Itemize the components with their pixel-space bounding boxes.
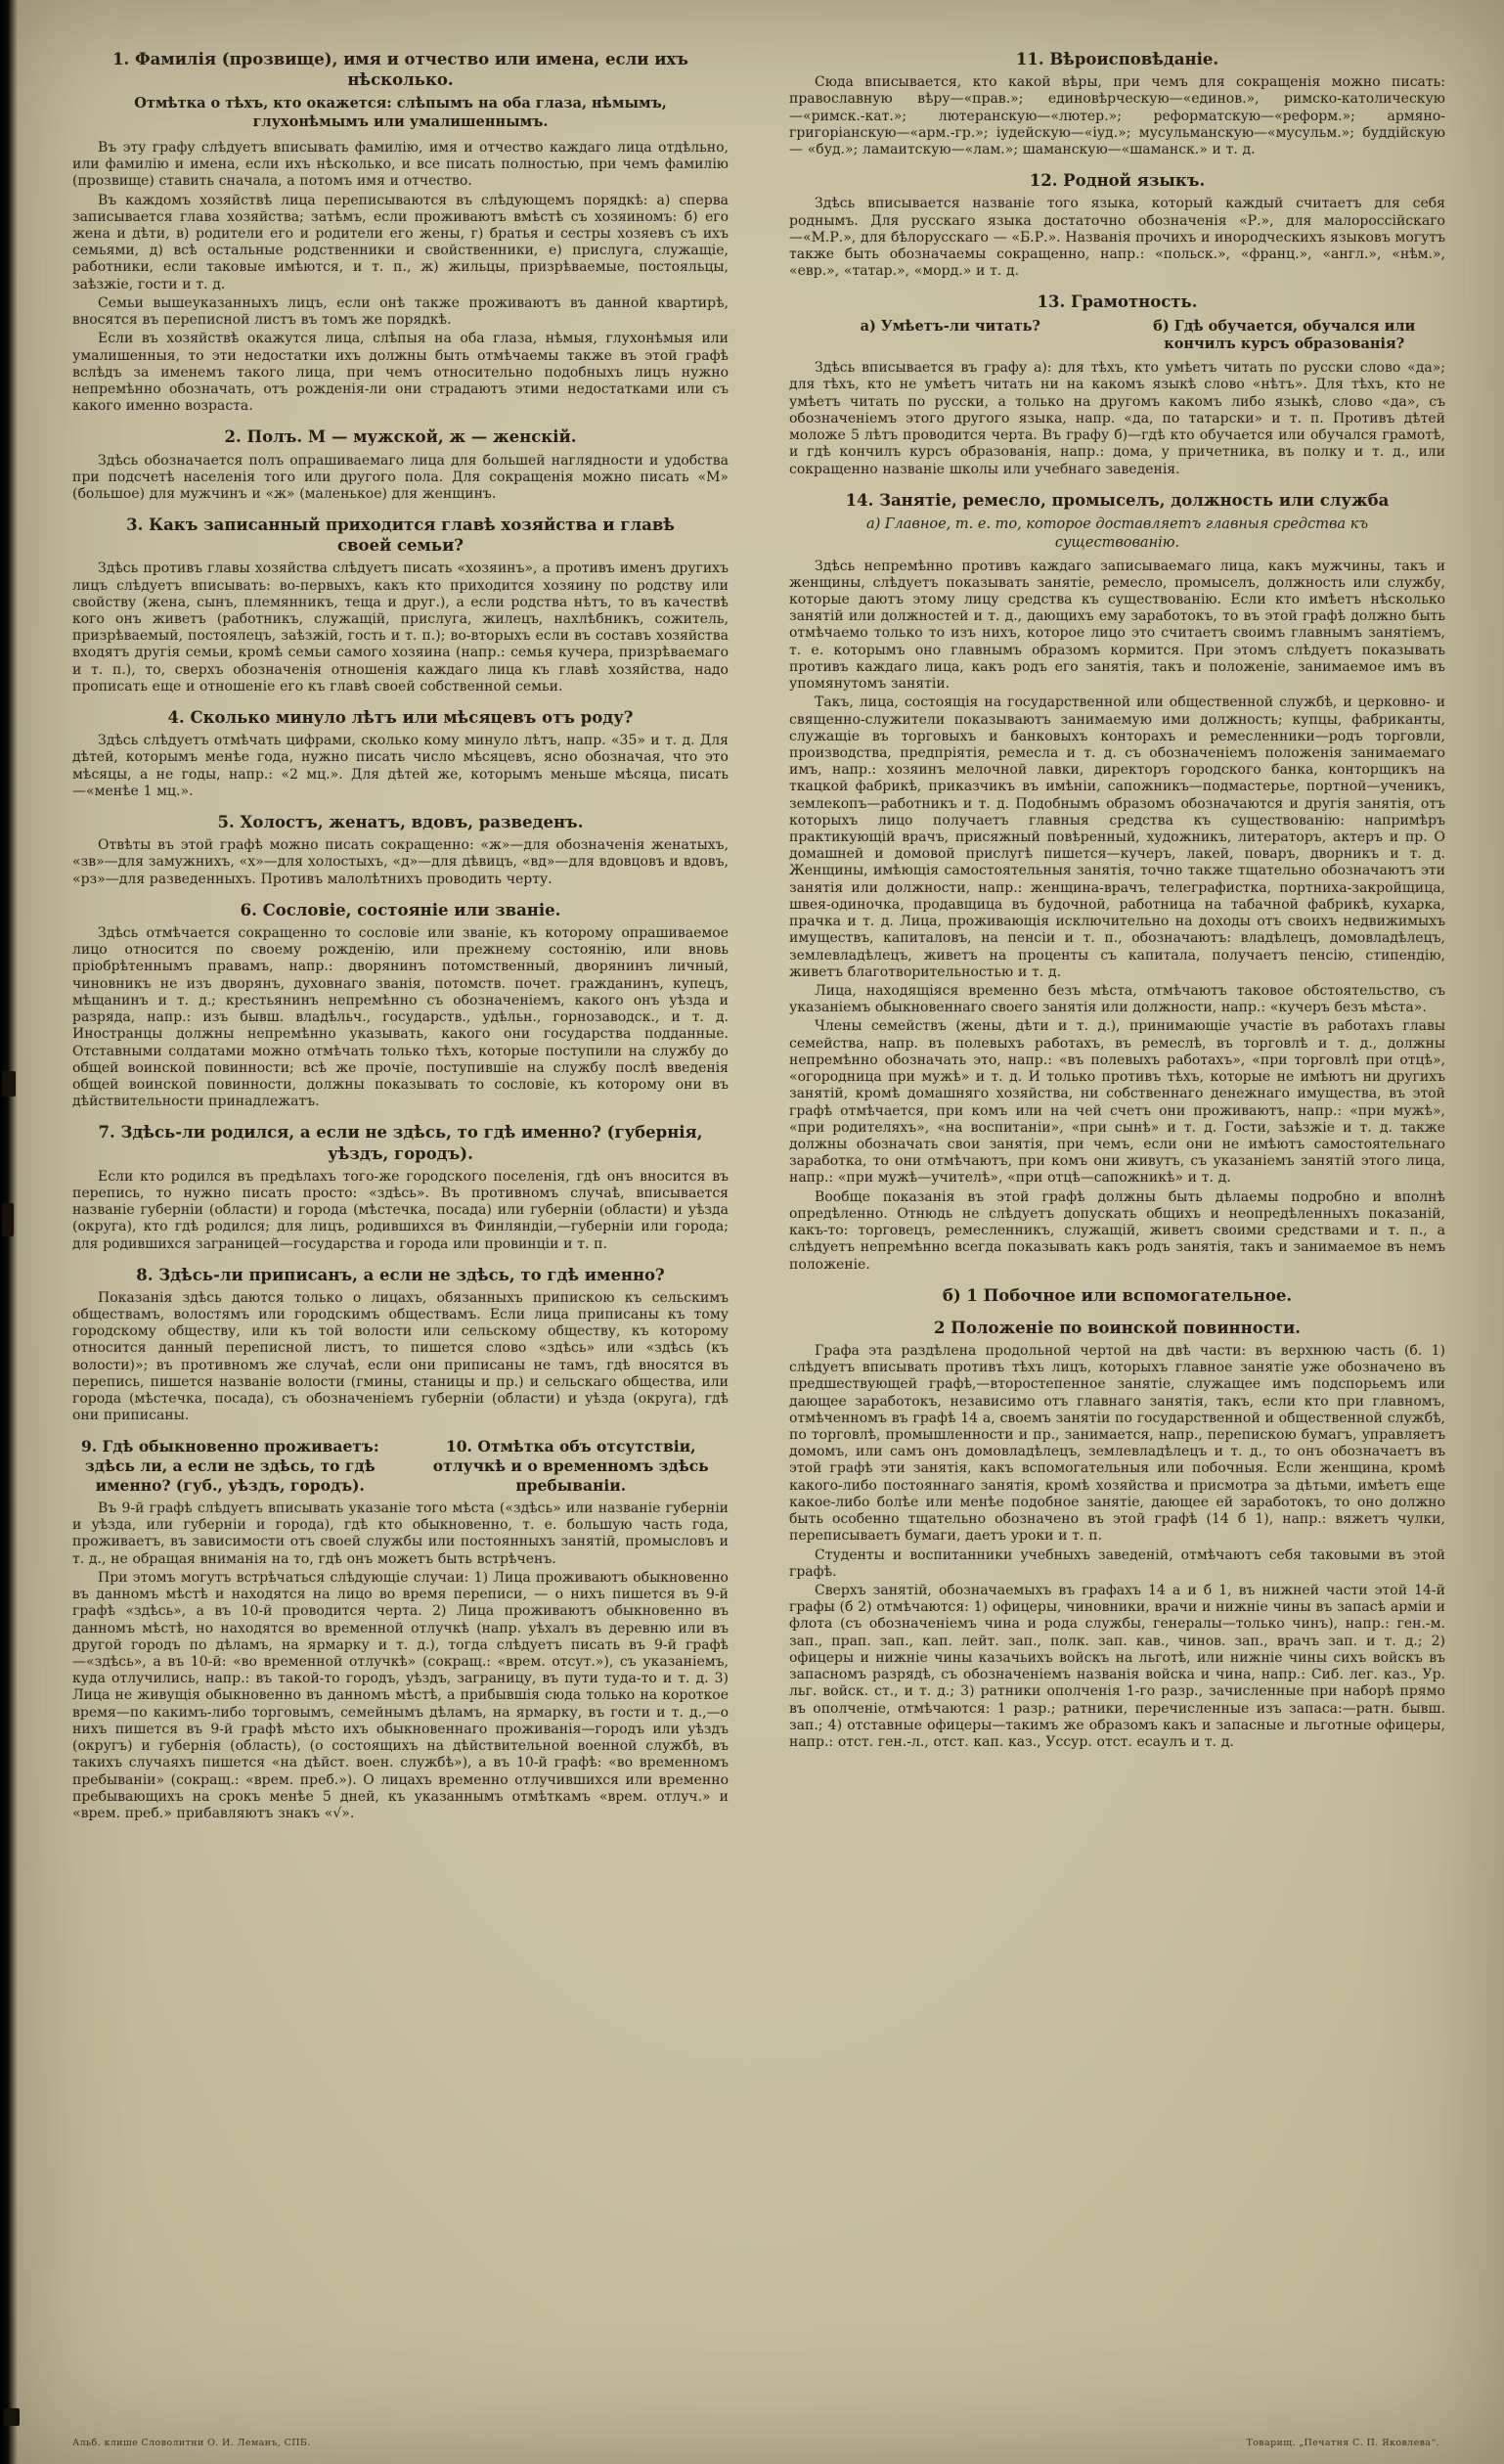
left-column	[72, 37, 729, 1828]
section-heading: 8. Здѣсь-ли приписанъ, а если не здѣсь, то гдѣ именно?	[136, 1265, 665, 1284]
section-heading: 5. Холостъ, женатъ, вдовъ, разведенъ.	[217, 813, 584, 832]
section-heading-line: б) 1 Побочное или вспомогательное.	[942, 1285, 1293, 1305]
paragraph: Въ 9-й графѣ слѣдуетъ вписывать указаніе того мѣста («здѣсь» или названіе губерніи и уѣзда, или губерніи и города), гдѣ кто обыкновенно, т. е. большую часть года, проживаетъ, въ зависимости отъ своей службы или постоянныхъ занятій, промысловъ и т. д., не обращая вниманія на то, гдѣ онъ можетъ быть встрѣченъ.	[72, 1501, 729, 1567]
section-4	[72, 707, 729, 800]
section-heading: 7. Здѣсь-ли родился, а если не здѣсь, то гдѣ именно? (губернія, уѣздъ, городъ).	[98, 1123, 703, 1163]
section-heading: 13. Грамотность.	[1037, 292, 1198, 312]
section-heading-right: 10. Отмѣтка объ отсутствіи, отлучкѣ и о временномъ здѣсь пребываніи.	[432, 1436, 709, 1495]
paragraph: Такъ, лица, состоящія на государственной или общественной службѣ, и церковно- и священно-служители показываютъ занимаемую ими должность; купцы, фабриканты, служащіе въ торговыхъ и банковыхъ конторахъ и ремесленники—родъ торговли, производства, предпріятія, ремесла и т. д. съ обозначеніемъ положенія занимаемаго имъ, напр.: хозяинъ мелочной лавки, директоръ городского банка, конторщикъ на ткацкой фабрикѣ, приказчикъ въ имѣніи, сапожникъ—подмастерье, портной—ученикъ, землекопъ—работникъ и т. д. Подобнымъ образомъ обозначаются и другія занятія, отъ которыхъ лицо получаетъ главныя средства къ существованію: напримѣръ практикующій врачъ, присяжный повѣренный, художникъ, литераторъ, актеръ и пр. О домашней и домовой прислугѣ пишется—кучеръ, лакей, поваръ, дворникъ и т. д. Женщины, имѣющія самостоятельныя занятія, точно также тщательно обозначаютъ эти занятія или должности, напр.: женщина-врачъ, телеграфистка, портниха-закройщица, швея-одиночка, продавщица въ будочной, работница на табачной фабрикѣ, кухарка, прачка и т. д. Лица, проживающія исключительно на доходы отъ своихъ недвижимыхъ имуществъ, капиталовъ, на пенсіи и т. п., обозначаютъ: владѣлецъ, домовладѣлецъ, землевладѣлецъ, живетъ на проценты съ капитала, получаетъ пенсію, стипендію, живетъ благотворительностью и т. д.	[789, 694, 1445, 980]
section-heading: 6. Сословіе, состояніе или званіе.	[240, 900, 561, 919]
section-note: Отмѣтка о тѣхъ, кто окажется: слѣпымъ на оба глаза, нѣмымъ, глухонѣмымъ или умалишеннымъ.	[134, 95, 667, 131]
section-2	[72, 426, 729, 503]
section-6	[72, 900, 729, 1111]
paragraph: Если кто родился въ предѣлахъ того-же городского поселенія, гдѣ онъ вносится въ перепись, то нужно писать просто: «здѣсь». Въ противномъ случаѣ, вписывается названіе губерніи (области) и города (мѣстечка, посада) или губерніи (области) и уѣзда (округа), кто гдѣ родился; для лицъ, родившихся въ Финляндіи,—губерніи или города; для родившихся заграницей—государства и города или провинціи и т. п.	[72, 1168, 729, 1252]
page-body	[72, 37, 1445, 1828]
scan-edge-mark	[2, 1071, 16, 1097]
section-14a	[789, 490, 1445, 1274]
section-heading: 1. Фамилія (прозвище), имя и отчество или имена, если ихъ нѣсколько.	[112, 50, 688, 90]
paragraph: Студенты и воспитанники учебныхъ заведеній, отмѣчаютъ себя таковыми въ этой графѣ.	[789, 1546, 1445, 1580]
section-9-10	[72, 1437, 729, 1823]
section-heading: 3. Какъ записанный приходится главѣ хозяйства и главѣ своей семьи?	[126, 515, 675, 556]
section-heading: 12. Родной языкъ.	[1029, 171, 1206, 191]
section-heading: 4. Сколько минуло лѣтъ или мѣсяцевъ отъ роду?	[167, 708, 634, 728]
subheading-row	[795, 318, 1439, 355]
section-heading-line: 2 Положеніе по воинской повинности.	[934, 1318, 1301, 1337]
section-7	[72, 1122, 729, 1252]
imprint-left: Альб. клише Словолитни О. И. Леманъ, СПБ.	[72, 2438, 311, 2448]
paragraph: Члены семействъ (жены, дѣти и т. д.), принимающіе участіе въ работахъ главы семейства, напр. въ полевыхъ работахъ, въ ремеслѣ, въ торговлѣ и т. д., должны непремѣнно обозначать это, напр.: «въ полевыхъ работахъ», «при торговлѣ при отцѣ», «огородница при мужѣ» и т. д. И только противъ тѣхъ, которые не имѣютъ ни другихъ занятій, кромѣ домашняго хозяйства, ни собственнаго денежнаго имущества, въ этой графѣ отмѣчается, при комъ или на чей счетъ они проживаютъ, напр.: «при мужѣ», «при родителяхъ», «на воспитаніи», «при сынѣ» и т. д. Гости, заѣзжіе и т. д. также должны обозначать свои занятія, при чемъ, если они не имѣютъ самостоятельнаго заработка, то они отмѣчаютъ, при комъ они живутъ, съ указаніемъ занятій этого лица, напр.: «при мужѣ—учителѣ», «при отцѣ—сапожникѣ» и т. д.	[789, 1018, 1445, 1187]
section-heading: 11. Вѣроисповѣданіе.	[1015, 50, 1219, 68]
paragraph: Въ каждомъ хозяйствѣ лица переписываются въ слѣдующемъ порядкѣ: а) сперва записывается глава хозяйства; затѣмъ, если проживаютъ вмѣстѣ съ хозяиномъ: б) его жена и дѣти, в) родители его и родители его жены, г) братья и сестры хозяевъ съ ихъ семьями, д) всѣ остальные родственники и свойственники, е) прислуга, служащіе, работники, если таковые имѣются, и т. п., ж) жильцы, призрѣваемые, постояльцы, заѣзжіе, гости и т. д.	[72, 192, 729, 292]
paragraph: Отвѣты въ этой графѣ можно писать сокращенно: «ж»—для обозначенія женатыхъ, «зв»—для замужнихъ, «х»—для холостыхъ, «д»—для дѣвицъ, «вд»—для вдовцовъ и вдовъ, «рз»—для разведенныхъ. Противъ малолѣтнихъ проводить черту.	[72, 837, 729, 887]
paragraph: Здѣсь обозначается полъ опрашиваемаго лица для большей наглядности и удобства при подсчетѣ населенія того или другого пола. Для сокращенія можно писать «М» (большое) для мужчинъ и «ж» (маленькое) для женщинъ.	[72, 452, 729, 502]
scan-edge-mark	[4, 2408, 20, 2426]
section-heading-left: 9. Гдѣ обыкновенно проживаетъ: здѣсь ли, а если не здѣсь, то гдѣ именно? (губ., уѣздъ, городъ).	[80, 1436, 379, 1495]
imprint-footer	[72, 2438, 1439, 2448]
scan-edge-mark	[2, 1203, 14, 1236]
section-14b	[789, 1285, 1445, 1751]
section-heading: 14. Занятіе, ремесло, промыселъ, должность или служба	[845, 490, 1390, 510]
paragraph: Здѣсь отмѣчается сокращенно то сословіе или званіе, къ которому опрашиваемое лицо относится по своему рожденію, или прежнему состоянію, или вновь пріобрѣтеннымъ правамъ, напр.: дворянинъ потомственный, дворянинъ личный, чиновникъ не изъ дворянъ, духовнаго званія, потомств. почет. гражданинъ, купецъ, мѣщанинъ и т. д.; крестьянинъ непремѣнно съ обозначеніемъ, какого онъ уѣзда и разряда, напр.: изъ бывш. владѣльч., государств., удѣльн., горнозаводск., и т. д. Иностранцы должны непремѣнно указывать, какого они государства подданные. Отставными солдатами можно отмѣчать только тѣхъ, которые поступили на службу до общей воинской повинности; всѣ же прочіе, поступившіе на службу послѣ введенія общей воинской повинности, должны показывать то сословіе, къ которому они въ дѣйствительности принадлежатъ.	[72, 925, 729, 1110]
paragraph: Вообще показанія въ этой графѣ должны быть дѣлаемы подробно и вполнѣ опредѣленно. Отнюдь не слѣдуетъ допускать общихъ и неопредѣленныхъ показаній, какъ-то: торговецъ, ремесленникъ, служащій, живетъ своими средствами и т. п., а слѣдуетъ непремѣнно всегда показывать какъ родъ занятія, такъ и занимаемое въ немъ положеніе.	[789, 1188, 1445, 1273]
section-13	[789, 291, 1445, 477]
subheading-0: а) Умѣетъ-ли читать?	[860, 317, 1040, 335]
split-heading-row	[72, 1437, 729, 1496]
paragraph: При этомъ могутъ встрѣчаться слѣдующіе случаи: 1) Лица проживаютъ обыкновенно въ данномъ мѣстѣ и находятся на лицо во время переписи, — о нихъ пишется въ 9-й графѣ «здѣсь», а въ 10-й проводится черта. 2) Лица проживаютъ обыкновенно въ данномъ мѣстѣ, но находятся во временной отлучкѣ (напр. уѣхалъ въ деревню или въ другой городъ по дѣламъ, на ярмарку и т. д.), тогда слѣдуетъ писать въ 9-й графѣ—«здѣсь», а въ 10-й: «во временной отлучкѣ» (сокращ.: «врем. отсут.»), съ указаніемъ, куда отлучились, напр.: въ такой-то городъ, уѣздъ, заграницу, въ пути туда-то и т. д. 3) Лица не живущія обыкновенно въ данномъ мѣстѣ, а прибывшія сюда только на короткое время—по какимъ-либо торговымъ, семейнымъ дѣламъ, на ярмарку, въ гости и т. д.,—о нихъ пишется въ 9-й графѣ мѣсто ихъ обыкновеннаго проживанія—городъ или уѣздъ (округъ) и губернія (область), (о состоящихъ на дѣйствительной военной службѣ, въ такихъ случаяхъ пишется «на дѣйст. воен. службѣ»), а въ 10-й графѣ: «во временномъ пребываніи» (сокращ.: «врем. преб.»). О лицахъ временно отлучившихся или временно пребывающихъ на срокъ менѣе 5 дней, къ указаннымъ отмѣткамъ «врем. отлуч.» и «врем. преб.» прибавляютъ знакъ «√».	[72, 1569, 729, 1821]
paragraph: Сюда вписывается, кто какой вѣры, при чемъ для сокращенія можно писать: православную вѣру—«прав.»; единовѣрческую—«единов.», римско-католическую—«римск.-кат.»; лютеранскую—«лютер.»; реформатскую—«реформ.»; армяно-григоріанскую—«арм.-гр.»; іудейскую—«іуд.»; мусульманскую—«мусульм.»; буддійскую — «буд.»; ламаитскую—«лам.»; шаманскую—«шаманск.» и т. д.	[789, 74, 1445, 157]
paragraph: Показанія здѣсь даются только о лицахъ, обязанныхъ припискою къ сельскимъ обществамъ, волостямъ или городскимъ обществамъ. Если лица приписаны къ тому городскому обществу, или къ той волости или сельскому обществу, къ которому относится данный переписной листъ, то пишется слово «здѣсь» или «здѣсь (къ волости)»; въ противномъ же случаѣ, если они приписаны не тамъ, гдѣ вносятся въ перепись, пишется названіе волости (гмины, станицы и пр.) и сельскаго общества, или города (мѣстечка, посада), съ обозначеніемъ губерніи (области) и уѣзда (округа), гдѣ они приписаны.	[72, 1289, 729, 1424]
paragraph: Графа эта раздѣлена продольной чертой на двѣ части: въ верхнюю часть (б. 1) слѣдуетъ вписывать противъ тѣхъ лицъ, которыхъ главное занятіе уже обозначено въ предшествующей графѣ,—второстепенное занятіе, служащее имъ подспорьемъ или дающее заработокъ, независимо отъ главнаго занятія, такъ, если кто при главномъ, отмѣченномъ въ графѣ 14 а, своемъ занятіи по государственной и общественной службѣ, по торговлѣ, промышленности и пр., занимается, напр., перепискою бумагъ, управляетъ домомъ, или самъ онъ домовладѣлецъ, землевладѣлецъ и т. д., то онъ обозначаетъ въ этой графѣ эти занятія, какъ вспомогательныя или побочныя. Если женщина, кромѣ какого-либо постояннаго занятія, кромѣ хозяйства и присмотра за дѣтьми, имѣетъ еще какое-либо болѣе или менѣе подобное занятіе, дающее ей заработокъ, то оно должно быть особенно тщательно обозначено въ этой графѣ (14 б 1), напр.: вяжетъ чулки, переписываетъ бумаги, даетъ уроки и т. п.	[789, 1342, 1445, 1545]
paragraph: Здѣсь противъ главы хозяйства слѣдуетъ писать «хозяинъ», а противъ именъ другихъ лицъ слѣдуетъ вписывать: во-первыхъ, какъ кто приходится хозяину по родству или свойству (жена, сынъ, племянникъ, теща и друг.), а если родства нѣтъ, то въ качествѣ кого онъ живетъ (работникъ, служащій, прислуга, жилецъ, нахлѣбникъ, сожитель, призрѣваемый, постоялецъ, заѣзжій, гость и т. п.); во-вторыхъ если въ составъ хозяйства входятъ другія семьи, кромѣ семьи самого хозяина (напр.: семья кучера, призрѣваемаго и т. п.), то, сверхъ обозначенія отношенія каждаго лица къ главѣ хозяйства, надо прописать еще и отношеніе его къ главѣ своей собственной семьи.	[72, 560, 729, 694]
paragraph: Здѣсь слѣдуетъ отмѣчать цифрами, сколько кому минуло лѣтъ, напр. «35» и т. д. Для дѣтей, которымъ менѣе года, нужно писать число мѣсяцевъ, ясно обозначая, что это мѣсяцы, а не годы, напр.: «2 мц.». Для дѣтей же, которымъ меньше мѣсяца, писать—«менѣе 1 мц.».	[72, 733, 729, 799]
imprint-right: Товарищ. „Печатня С. П. Яковлева“.	[1246, 2438, 1439, 2448]
paragraph: Здѣсь вписывается въ графу а): для тѣхъ, кто умѣетъ читать по русски слово «да»; для тѣхъ, кто не умѣетъ читать ни на какомъ языкѣ слово «нѣтъ». Для тѣхъ, кто не умѣетъ читать по русски, а только на другомъ какомъ либо языкѣ, слово «да», съ обозначеніемъ этого другого языка, напр. «да, по татарски» и т. п. Противъ дѣтей моложе 5 лѣтъ проводится черта. Въ графу б)—гдѣ кто обучается или обучался грамотѣ, и гдѣ кончилъ курсъ образованія, напр.: дома, у причетника, въ полку и т. д., или сокращенно названіе школы или учебнаго заведенія.	[789, 360, 1445, 477]
paragraph: Сверхъ занятій, обозначаемыхъ въ графахъ 14 а и б 1, въ нижней части этой 14-й графы (б 2) отмѣчаются: 1) офицеры, чиновники, врачи и нижніе чины въ запасѣ арміи и флота (съ обозначеніемъ чина и рода службы, генералы—только чинъ), напр.: ген.-м. зап., прап. зап., кап. лейт. зап., полк. зап. кав., чинов. зап., врачъ зап. и т. д.; 2) офицеры и нижніе чины казачьихъ войскъ на льготѣ, или нижніе чины сихъ войскъ въ запасномъ разрядѣ, съ обозначеніемъ названія войска и чина, напр.: Сиб. лег. каз., Ур. льг. войск. ст., и т. д.; 3) ратники ополченія 1-го разр., зачисленные при наборѣ прямо въ ополченіе, отмѣчаются: 1 разр.; ратники, перечисленные изъ запаса:—ратн. бывш. зап.; 4) отставные офицеры—такимъ же образомъ какъ и запасные и льготные офицеры, напр.: отст. ген.-л., отст. кап. каз., Уссур. отст. есаулъ и т. д.	[789, 1583, 1445, 1750]
paragraph: Здѣсь непремѣнно противъ каждаго записываемаго лица, какъ мужчины, такъ и женщины, слѣдуетъ показывать занятіе, ремесло, промыселъ, должность или службу, которые даютъ этому лицу средства къ существованію. Если кто имѣетъ нѣсколько занятій или должностей и т. д., дающихъ ему заработокъ, то въ этой графѣ должно быть отмѣчаемо только то изъ нихъ, которое лицо это считаетъ своимъ главнымъ занятіемъ, т. е. которымъ оно главнымъ образомъ кормится. При этомъ слѣдуетъ показывать противъ каждаго лица, какъ родъ его занятія, такъ и положеніе, занимаемое имъ въ упомянутомъ занятіи.	[789, 558, 1445, 693]
subheading-1: б) Гдѣ обучается, обучался или кончилъ курсъ образованія?	[1153, 317, 1416, 353]
section-3	[72, 515, 729, 695]
paragraph: Если въ хозяйствѣ окажутся лица, слѣпыя на оба глаза, нѣмыя, глухонѣмыя или умалишенныя, то эти недостатки ихъ должны быть отмѣчаемы также въ этой графѣ вслѣдъ за именемъ такого лица, при чемъ относительно подобныхъ лицъ нужно непремѣнно обозначать, отъ рожденія-ли они страдаютъ этими недостатками или съ какого именно возраста.	[72, 331, 729, 415]
section-1	[72, 49, 729, 415]
right-column	[789, 37, 1445, 1828]
section-12	[789, 170, 1445, 280]
paragraph: Лица, находящіяся временно безъ мѣста, отмѣчаютъ таковое обстоятельство, съ указаніемъ обыкновеннаго своего занятія или должности, напр.: «кучеръ безъ мѣста».	[789, 983, 1445, 1016]
section-5	[72, 812, 729, 888]
section-8	[72, 1265, 729, 1425]
paragraph: Здѣсь вписывается названіе того языка, который каждый считаетъ для себя роднымъ. Для русскаго языка достаточно обозначенія «Р.», для малороссійскаго—«М.Р.», для бѣлорусскаго — «Б.Р.». Названія прочихъ и инородческихъ языковъ могутъ также быть обозначаемы сокращенно, напр.: «польск.», «франц.», «англ.», «нѣм.», «евр.», «татар.», «морд.» и т. д.	[789, 196, 1445, 280]
section-subtitle: а) Главное, т. е. то, которое доставляетъ главныя средства къ существованію.	[865, 515, 1369, 551]
section-11	[789, 49, 1445, 158]
paragraph: Семьи вышеуказанныхъ лицъ, если онѣ также проживаютъ въ данной квартирѣ, вносятся въ переписной листъ въ томъ же порядкѣ.	[72, 294, 729, 329]
paragraph: Въ эту графу слѣдуетъ вписывать фамилію, имя и отчество каждаго лица отдѣльно, или фамилію и имена, если ихъ нѣсколько, и все писать полностью, при чемъ фамилію (прозвище) ставить сначала, а потомъ имя и отчество.	[72, 139, 729, 190]
scanned-page	[6, 0, 1504, 2464]
section-heading: 2. Полъ. М — мужской, ж — женскій.	[224, 427, 577, 447]
